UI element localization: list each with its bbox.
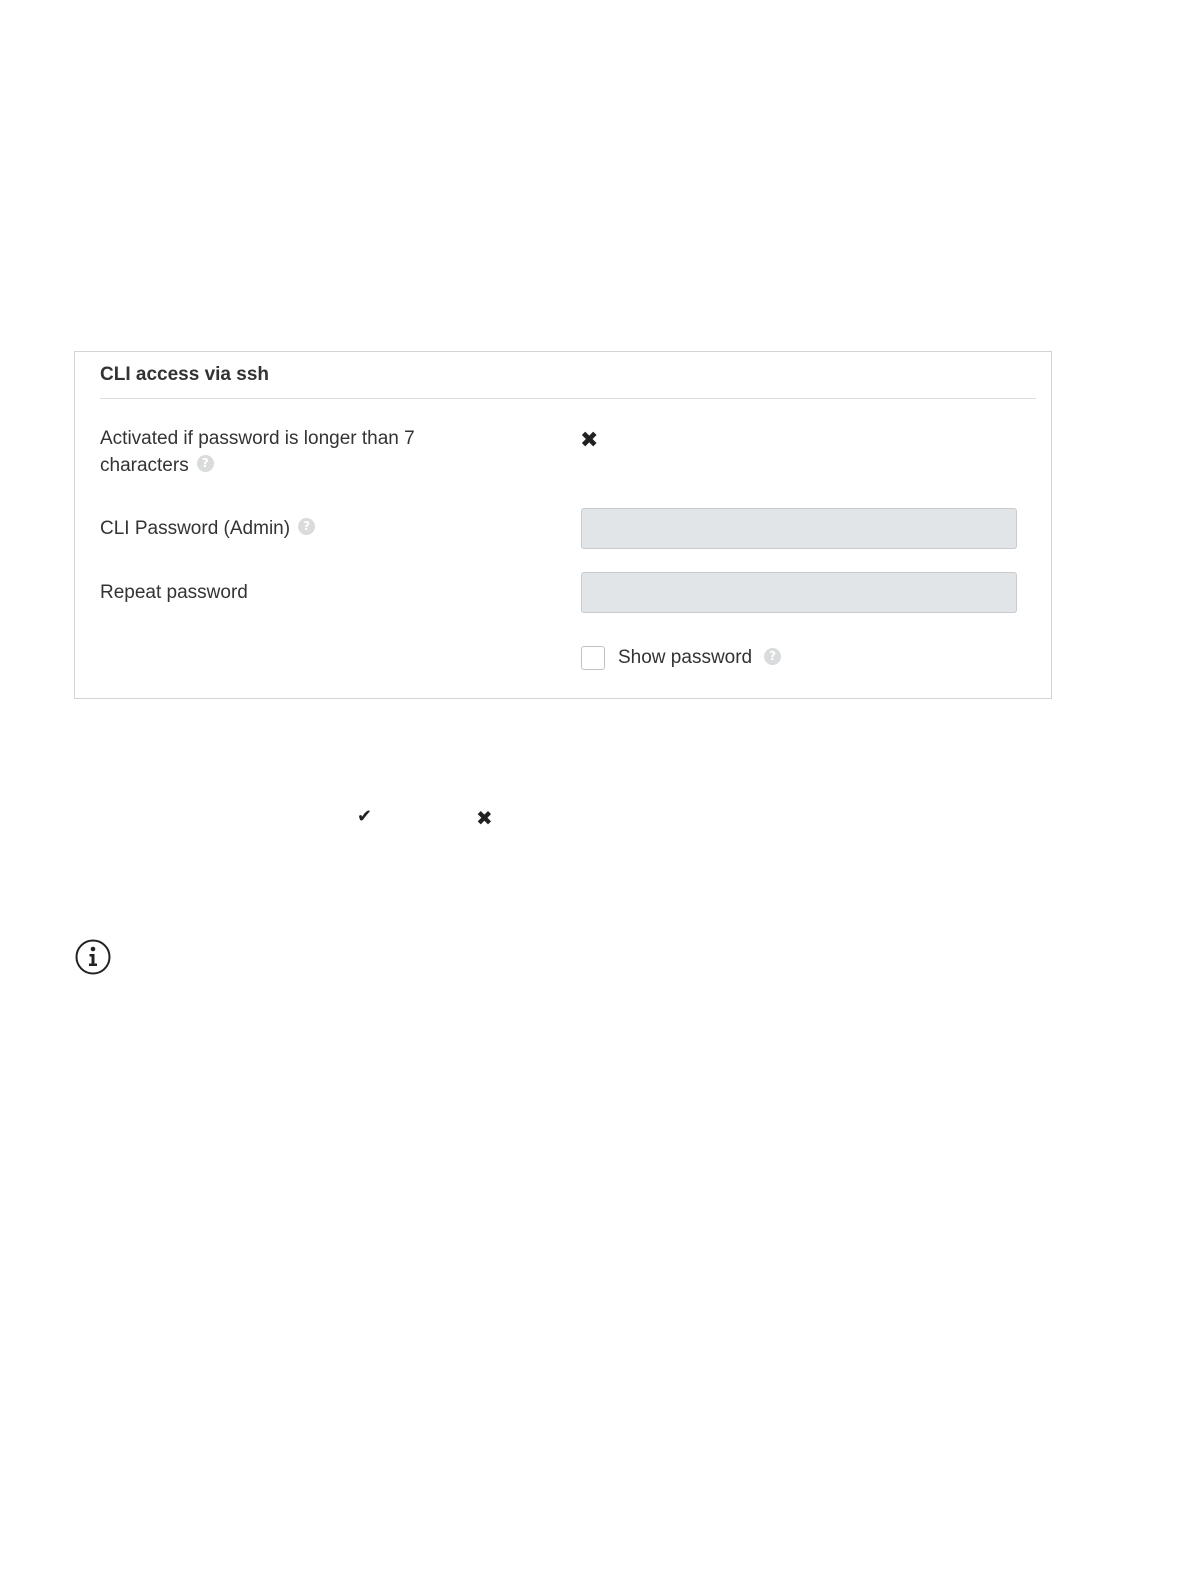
activated-label-line1: Activated if password is longer than 7 — [100, 428, 415, 449]
show-password-label[interactable]: Show password — [618, 647, 753, 668]
show-password-checkbox[interactable] — [581, 646, 605, 670]
help-icon[interactable]: ? — [298, 518, 315, 535]
cli-password-label — [100, 515, 315, 542]
status-x-icon: ✖ — [580, 427, 599, 452]
help-icon[interactable]: ? — [197, 455, 214, 472]
repeat-password-input[interactable] — [581, 572, 1017, 613]
cli-password-input[interactable] — [581, 508, 1017, 549]
panel-divider — [100, 398, 1036, 399]
show-password-row — [581, 644, 781, 672]
activated-label-line2: characters — [100, 455, 189, 476]
panel-title: CLI access via ssh — [100, 364, 269, 385]
check-icon: ✔ — [357, 806, 373, 827]
repeat-password-label: Repeat password — [100, 582, 248, 603]
cli-access-panel — [74, 351, 1052, 699]
cli-password-label-text: CLI Password (Admin) — [100, 518, 291, 539]
activated-label — [100, 425, 415, 479]
info-icon — [74, 938, 112, 976]
x-icon: ✖ — [476, 806, 493, 830]
help-icon[interactable]: ? — [764, 648, 781, 665]
